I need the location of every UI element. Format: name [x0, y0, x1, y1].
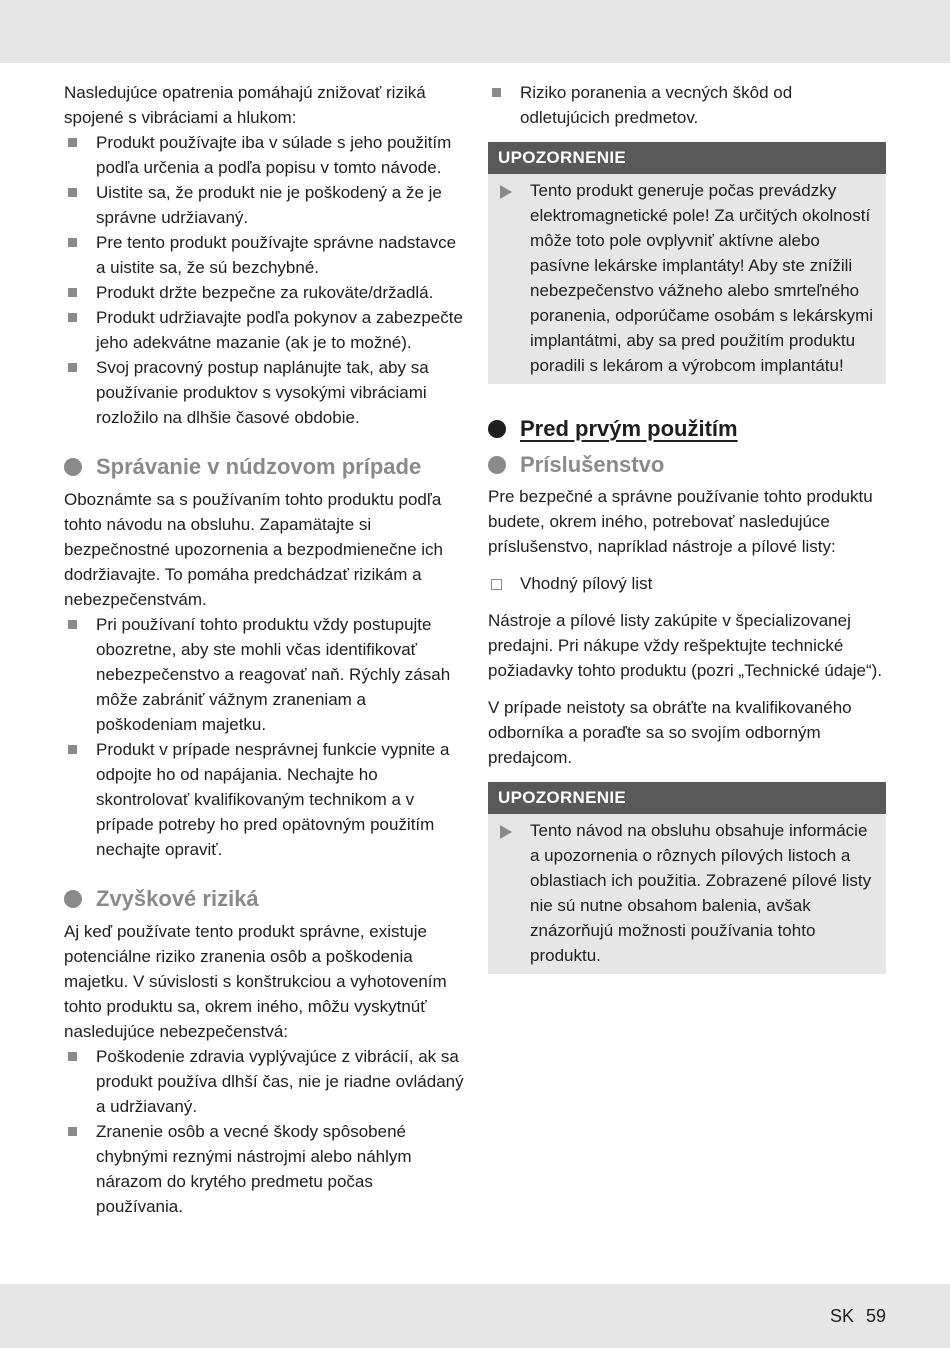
- emergency-paragraph: Oboznámte sa s používaním tohto produktu podľa tohto návodu na obsluhu. Zapamätajte si bezpečnostné upozornenia a bezpodmienečne ich dodržiavajte. To pomáha predchádzať rizikám a nebezpečenstvám.: [64, 490, 443, 609]
- accessories-paragraph: Pre bezpečné a správne používanie tohto produktu budete, okrem iného, potrebovať nasledujúce príslušenstvo, napríklad nástroje a pílové listy:: [488, 487, 873, 556]
- square-bullet-icon: [68, 138, 77, 147]
- square-bullet-icon: [68, 363, 77, 372]
- square-bullet-icon: [68, 188, 77, 197]
- residual-risks-paragraph: Aj keď používate tento produkt správne, existuje potenciálne riziko zranenia osôb a poškodenia majetku. V súvislosti s konštrukciou a vyhotovením tohto produktu sa, okrem iného, môžu vyskytnúť nasledujúce nebezpečenstvá:: [64, 922, 447, 1041]
- warning-box-saw-blades: [488, 782, 886, 974]
- page-footer: [830, 1306, 886, 1327]
- warning-body: Tento produkt generuje počas prevádzky elektromagnetické pole! Za určitých okolností môže toto pole ovplyvniť aktívne alebo pasívne lekárske implantáty! Aby ste znížili nebezpečenstvo vážneho alebo smrteľného poranenia, odporúčame osobám s lekárskymi implantátmi, aby sa pred použitím produktu poradili s lekárom a výrobcom implantátu!: [488, 174, 886, 384]
- list-item: Zranenie osôb a vecné škody spôsobené chybnými reznými nástrojmi alebo náhlym nárazom do krytého predmetu počas používania.: [64, 1119, 464, 1219]
- flying-objects-list: [488, 80, 886, 130]
- list-item: Produkt používajte iba v súlade s jeho použitím podľa určenia a podľa popisu v tomto návode.: [64, 130, 464, 180]
- checkbox-icon: [491, 579, 502, 590]
- list-item: Pre tento produkt používajte správne nadstavce a uistite sa, že sú bezchybné.: [64, 230, 464, 280]
- square-bullet-icon: [68, 745, 77, 754]
- accessories-heading: Príslušenstvo: [488, 450, 886, 479]
- heading-dot-icon: [64, 890, 82, 908]
- square-bullet-icon: [68, 238, 77, 247]
- right-column: [488, 80, 886, 974]
- list-item: Produkt v prípade nesprávnej funkcie vypnite a odpojte ho od napájania. Nechajte ho skontrolovať kvalifikovaným technikom a v prípade potreby ho pred opätovným použitím nechajte opraviť.: [64, 737, 464, 862]
- list-item: Pri používaní tohto produktu vždy postupujte obozretne, aby ste mohli včas identifikovať nebezpečenstvo a reagovať naň. Rýchly zásah môže zabrániť vážnym zraneniam a poškodeniam majetku.: [64, 612, 464, 737]
- first-use-heading: Pred prvým použitím: [488, 414, 886, 443]
- list-item: Poškodenie zdravia vyplývajúce z vibrácií, ak sa produkt používa dlhší čas, nie je riadne ovládaný a udržiavaný.: [64, 1044, 464, 1119]
- square-bullet-icon: [68, 1052, 77, 1061]
- triangle-bullet-icon: [500, 825, 512, 839]
- list-item: Produkt udržiavajte podľa pokynov a zabezpečte jeho adekvátne mazanie (ak je to možné).: [64, 305, 464, 355]
- residual-risks-list: [64, 1044, 464, 1219]
- warning-title: UPOZORNENIE: [488, 782, 886, 814]
- page-number: 59: [865, 1306, 886, 1326]
- emergency-heading: Správanie v núdzovom prípade: [64, 452, 464, 481]
- list-item: Riziko poranenia a vecných škôd od odletujúcich predmetov.: [488, 80, 886, 130]
- list-item: Svoj pracovný postup naplánujte tak, aby sa používanie produktov s vysokými vibráciami rozložilo na dlhšie časové obdobie.: [64, 355, 464, 430]
- checklist-item: Vhodný pílový list: [488, 571, 886, 596]
- warning-title: UPOZORNENIE: [488, 142, 886, 174]
- emergency-list: [64, 612, 464, 862]
- heading-dot-icon: [488, 456, 506, 474]
- triangle-bullet-icon: [500, 185, 512, 199]
- square-bullet-icon: [68, 1127, 77, 1136]
- heading-dot-icon: [64, 458, 82, 476]
- header-band: [0, 0, 950, 63]
- square-bullet-icon: [68, 620, 77, 629]
- footer-band: [0, 1284, 950, 1348]
- warning-box-emf: [488, 142, 886, 384]
- vibration-measures-list: [64, 130, 464, 430]
- residual-risks-heading: Zvyškové riziká: [64, 884, 464, 913]
- heading-dot-icon: [488, 420, 506, 438]
- square-bullet-icon: [492, 88, 501, 97]
- square-bullet-icon: [68, 313, 77, 322]
- language-code: SK: [829, 1306, 854, 1326]
- list-item: Uistite sa, že produkt nie je poškodený a že je správne udržiavaný.: [64, 180, 464, 230]
- intro-paragraph: Nasledujúce opatrenia pomáhajú znižovať riziká spojené s vibráciami a hlukom:: [64, 83, 426, 127]
- left-column: [64, 80, 464, 1219]
- tools-paragraph: Nástroje a pílové listy zakúpite v špecializovanej predajni. Pri nákupe vždy rešpektujte technické požiadavky tohto produktu (pozri „Technické údaje“).: [488, 611, 883, 680]
- square-bullet-icon: [68, 288, 77, 297]
- warning-body: Tento návod na obsluhu obsahuje informácie a upozornenia o rôznych pílových listoch a oblastiach ich použitia. Zobrazené pílové listy nie sú nutne obsahom balenia, avšak znázorňujú možnosti používania tohto produktu.: [488, 814, 886, 974]
- list-item: Produkt držte bezpečne za rukoväte/držadlá.: [64, 280, 464, 305]
- uncertainty-paragraph: V prípade neistoty sa obráťte na kvalifikovaného odborníka a poraďte sa so svojím odborným predajcom.: [488, 698, 852, 767]
